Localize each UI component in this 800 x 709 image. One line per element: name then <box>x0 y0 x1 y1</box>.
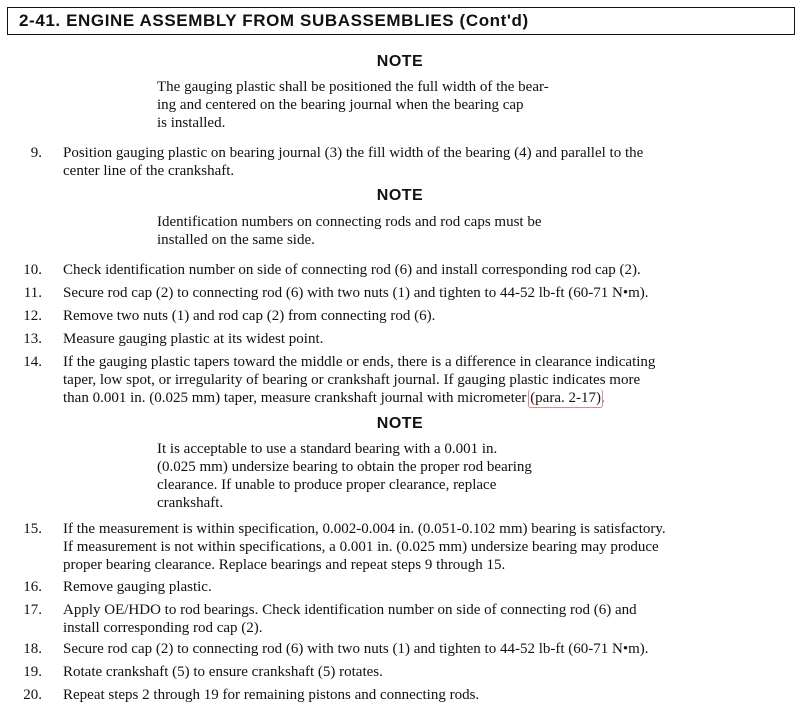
step-text <box>63 640 649 658</box>
step-line: Rotate crankshaft (5) to ensure crankshaft (5) rotates. <box>63 664 383 680</box>
step-text <box>63 520 666 574</box>
step-number: 9. <box>30 145 42 161</box>
note-line: ing and centered on the bearing journal when the bearing cap <box>157 97 524 113</box>
note-line: Identification numbers on connecting rods and rod caps must be <box>157 214 542 230</box>
step-text <box>63 601 637 637</box>
step-number: 17. <box>23 602 42 618</box>
step-text <box>63 307 435 325</box>
note-line: The gauging plastic shall be positioned the full width of the bear- <box>157 79 549 95</box>
step-line: Remove two nuts (1) and rod cap (2) from connecting rod (6). <box>63 308 436 324</box>
step-text <box>63 261 641 279</box>
step-line: center line of the crankshaft. <box>63 163 235 179</box>
step-line-text: than 0.001 in. (0.025 mm) taper, measure crankshaft journal with micrometer <box>63 390 531 406</box>
step-number: 20. <box>23 687 42 703</box>
note-line: installed on the same side. <box>157 232 315 248</box>
step-line: Secure rod cap (2) to connecting rod (6) with two nuts (1) and tighten to 44-52 lb-ft (60-71 N•m). <box>63 641 649 657</box>
step-number: 13. <box>23 331 42 347</box>
note-text <box>157 78 549 132</box>
step-line: Check identification number on side of connecting rod (6) and install corresponding rod cap (2). <box>63 262 641 278</box>
step-number: 14. <box>23 354 42 370</box>
paragraph-reference-link[interactable]: (para. 2-17) <box>530 390 601 406</box>
step-line: Position gauging plastic on bearing journal (3) the fill width of the bearing (4) and parallel to the <box>63 145 644 161</box>
step-text <box>63 330 323 348</box>
note-line: crankshaft. <box>157 495 224 511</box>
step-number: 18. <box>23 641 42 657</box>
step-number: 12. <box>23 308 42 324</box>
step-line: install corresponding rod cap (2). <box>63 620 263 636</box>
step-number: 16. <box>23 579 42 595</box>
note-line: It is acceptable to use a standard bearing with a 0.001 in. <box>157 441 498 457</box>
note-heading: NOTE <box>376 53 424 70</box>
step-line: Apply OE/HDO to rod bearings. Check identification number on side of connecting rod (6) and <box>63 602 637 618</box>
step-line: Remove gauging plastic. <box>63 579 212 595</box>
step-line: Repeat steps 2 through 19 for remaining pistons and connecting rods. <box>63 687 480 703</box>
note-text <box>157 213 542 249</box>
step-text <box>63 578 212 596</box>
step-text <box>63 353 655 407</box>
note-heading: NOTE <box>376 187 424 204</box>
step-line: If the gauging plastic tapers toward the middle or ends, there is a difference in clearance indicating <box>63 354 656 370</box>
step-line <box>63 389 655 407</box>
note-heading: NOTE <box>376 415 424 432</box>
step-number: 15. <box>23 521 42 537</box>
step-text <box>63 284 649 302</box>
step-line: If the measurement is within specification, 0.002-0.004 in. (0.051-0.102 mm) bearing is satisfactory. <box>63 521 666 537</box>
step-text <box>63 686 479 704</box>
step-line-text: . <box>600 390 605 406</box>
note-text <box>157 440 532 512</box>
step-text <box>63 144 643 180</box>
step-number: 19. <box>23 664 42 680</box>
step-text <box>63 663 383 681</box>
step-number: 11. <box>23 285 42 301</box>
section-title: 2-41. ENGINE ASSEMBLY FROM SUBASSEMBLIES (Cont'd) <box>19 11 529 30</box>
note-line: (0.025 mm) undersize bearing to obtain the proper rod bearing <box>157 459 532 475</box>
step-line: Secure rod cap (2) to connecting rod (6) with two nuts (1) and tighten to 44-52 lb-ft (60-71 N•m). <box>63 285 649 301</box>
note-line: clearance. If unable to produce proper clearance, replace <box>157 477 497 493</box>
step-line: proper bearing clearance. Replace bearings and repeat steps 9 through 15. <box>63 557 506 573</box>
step-line: Measure gauging plastic at its widest point. <box>63 331 324 347</box>
step-line: If measurement is not within specifications, a 0.001 in. (0.025 mm) undersize bearing may produce <box>63 539 659 555</box>
step-line: taper, low spot, or irregularity of bearing or crankshaft journal. If gauging plastic indicates more <box>63 372 641 388</box>
note-line: is installed. <box>157 115 226 131</box>
step-number: 10. <box>23 262 42 278</box>
section-header <box>7 7 795 35</box>
